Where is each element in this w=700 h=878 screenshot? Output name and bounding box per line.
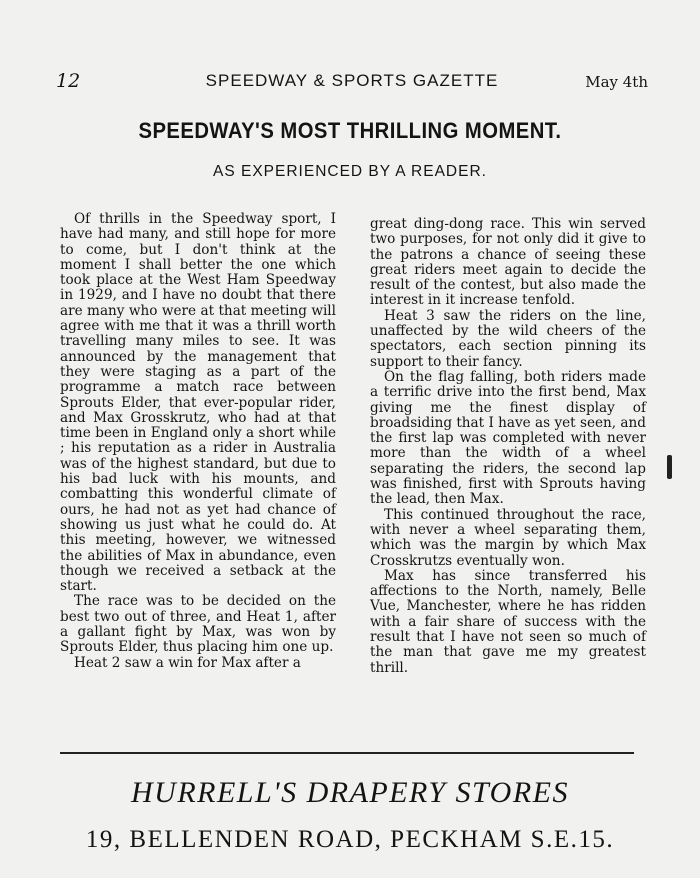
paragraph: Heat 2 saw a win for Max after a — [74, 654, 301, 671]
publication-title: SPEEDWAY & SPORTS GAZETTE — [205, 71, 499, 90]
paragraph: Max has since transferred his affections to the North, namely, Belle Vue, Manchester, where he has ridden with a fair share of success with the result that I have not seen so much of the man that gave me my greatest thrill. — [370, 567, 646, 676]
paragraph: The race was to be decided on the best two out of three, and Heat 1, after a gallant fight by Max, was won by Sprouts Elder, thus placing him one up. — [60, 593, 336, 656]
article-subtitle: AS EXPERIENCED BY A READER. — [213, 163, 487, 180]
paragraph: Of thrills in the Speedway sport, I have had many, and still hope for more to come, but I don't think at the moment I shall better the one which took place at the West Ham Speedway in 1929, and I have no doubt that there are many who were at that meeting will agree with me that it was a thrill worth travelling many miles to see. It was announced by the management that they were staging as a part of the programme a match race between Sprouts Elder, that ever-popular rider, and Max Grosskrutz, who had at that time been in England only a short while ; his reputation as a rider in Australia was of the highest standard, but due to his bad luck with his mounts, and combatting this wonderful climate of ours, he had not as yet had chance of showing us just what he could do. At this meeting, however, we witnessed the abilities of Max in abundance, even though we received a setback at the start. — [60, 211, 336, 595]
paragraph: On the flag falling, both riders made a terrific drive into the first bend, Max giving me the finest display of broadsiding that I have as yet seen, and the first lap was completed with never more than the width of a wheel separating the riders, the second lap was finished, first with Sprouts having the lead, then Max. — [370, 368, 646, 508]
issue-date: May 4th — [585, 73, 648, 91]
article-column-left — [60, 212, 336, 671]
section-divider — [60, 752, 634, 754]
advert-address: 19, BELLENDEN ROAD, PECKHAM S.E.15. — [85, 826, 615, 853]
paragraph: great ding-dong race. This win served two purposes, for not only did it give to the patrons a chance of seeing these great riders meet again to decide the result of the contest, but also made the interest in it increase tenfold. — [370, 216, 646, 309]
ink-mark — [667, 455, 672, 479]
advert-store-name: HURRELL'S DRAPERY STORES — [131, 776, 569, 809]
paragraph: Heat 3 saw the riders on the line, unaffected by the wild cheers of the spectators, each section pinning its support to their fancy. — [370, 307, 646, 370]
paragraph: This continued throughout the race, with never a wheel separating them, which was the margin by which Max Crosskrutzs eventually won. — [370, 506, 646, 569]
page-number: 12 — [56, 70, 81, 92]
article-title: SPEEDWAY'S MOST THRILLING MOMENT. — [138, 118, 562, 143]
page-header — [56, 70, 648, 94]
article-column-right — [370, 217, 646, 676]
